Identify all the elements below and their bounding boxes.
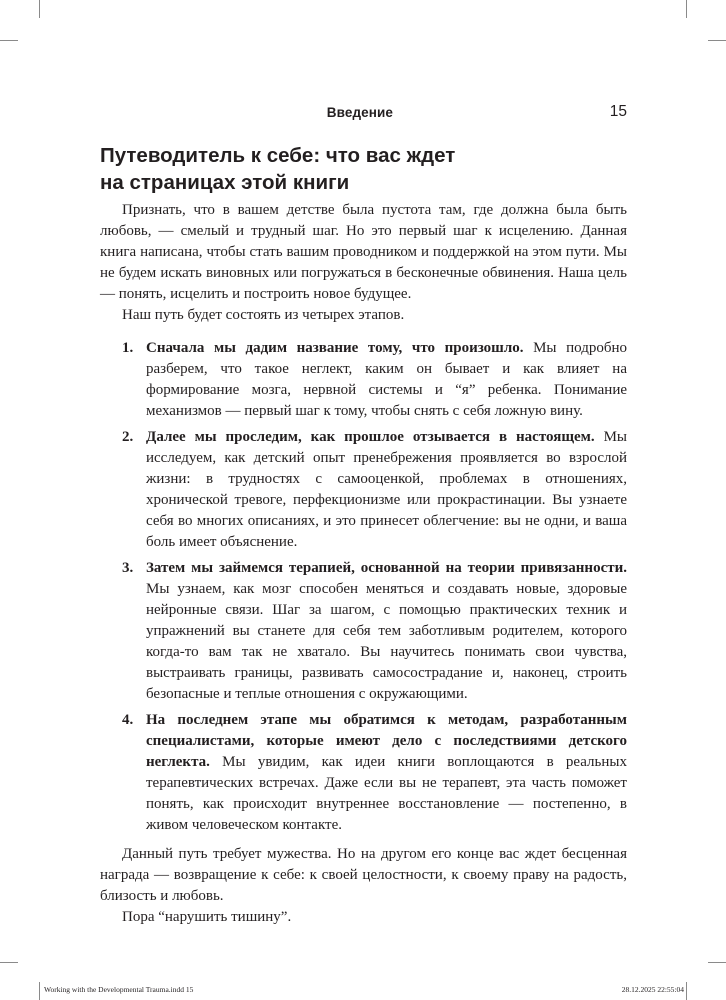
crop-mark-left-lower — [0, 962, 18, 963]
step-item-3 — [100, 558, 627, 705]
section-name: Введение — [326, 105, 393, 120]
heading-line-1: Путеводитель к себе: что вас ждет — [100, 144, 456, 167]
crop-mark-top-left — [39, 0, 40, 18]
steps-list — [100, 338, 627, 836]
step-text: Мы подробно разберем, что такое неглект, каким он бывает и как влияет на формирование мозга, нервной системы и “я” ребенка. Понимание механизмов — первый шаг к тому, чтобы снять с себя ложную вину. — [146, 340, 627, 419]
crop-mark-right-upper — [708, 40, 726, 41]
page-number: 15 — [609, 103, 627, 120]
intro-paragraph-2: Наш путь будет состоять из четырех этапов. — [122, 307, 405, 323]
step-title: Затем мы займемся терапией, основанной на теории привязанности. — [146, 560, 627, 576]
crop-mark-bottom-left — [39, 982, 40, 1000]
step-item-2 — [100, 427, 627, 553]
crop-mark-left-upper — [0, 40, 18, 41]
step-text: Мы узнаем, как мозг способен меняться и создавать новые, здоровые нейронные связи. Шаг за шагом, с помощью практических техник и упражнений вы станете для себя тем заботливым родителем, которого когда-то вам так не хватало. Вы научитесь понимать свои чувства, выстраивать границы, развивать самосострадание и, наконец, строить безопасные и теплые отношения с окружающими. — [146, 581, 627, 702]
step-number: 2. — [122, 429, 134, 445]
closing-paragraph-1: Данный путь требует мужества. Но на другом его конце вас ждет бесценная награда — возвращение к себе: к своей целостности, к своему праву на радость, близость и любовь. — [100, 846, 627, 904]
crop-mark-right-lower — [708, 962, 726, 963]
crop-mark-top-right — [686, 0, 687, 18]
slug-filename: Working with the Developmental Trauma.indd 15 — [44, 985, 194, 994]
running-head — [100, 103, 627, 127]
step-number: 1. — [122, 340, 134, 356]
step-item-1 — [100, 338, 627, 422]
step-number: 4. — [122, 712, 134, 728]
section-heading — [100, 142, 540, 196]
step-title: Сначала мы дадим название тому, что произошло. — [146, 340, 534, 356]
step-number: 3. — [122, 560, 134, 576]
intro-paragraph-1: Признать, что в вашем детстве была пустота там, где должна была быть любовь, — смелый и трудный шаг. Но это первый шаг к исцелению. Данная книга написана, чтобы стать вашим проводником и поддержкой на этом пути. Мы не будем искать виновных или погружаться в бесконечные обвинения. Наша цель — понять, исцелить и построить новое будущее. — [100, 202, 627, 302]
step-text: Мы исследуем, как детский опыт пренебрежения проявляется во взрослой жизни: в трудностях с самооценкой, проблемах в отношениях, хронической тревоге, перфекционизме или прокрастинации. Вы узнаете себя во многих описаниях, и это принесет облегчение: вы не одни, и ваша боль имеет объяснение. — [146, 429, 627, 550]
crop-mark-bottom-right — [686, 982, 687, 1000]
step-text: Мы увидим, как идеи книги воплощаются в реальных терапевтических встречах. Даже если вы не терапевт, эта часть поможет понять, как происходит внутреннее восстановление — постепенно, в живом человеческом контакте. — [146, 754, 627, 833]
step-item-4 — [100, 710, 627, 836]
step-title: Далее мы проследим, как прошлое отзывается в настоящем. — [146, 429, 604, 445]
closing — [100, 844, 627, 928]
heading-line-2: на страницах этой книги — [100, 171, 350, 194]
body-text — [100, 200, 627, 928]
closing-paragraph-2: Пора “нарушить тишину”. — [122, 909, 292, 925]
step-title: На последнем этапе мы обратимся к методам, разработанным специалистами, которые имеют дело с последствиями детского неглекта. — [146, 712, 627, 770]
slug-datetime: 28.12.2025 22:55:04 — [621, 985, 684, 994]
